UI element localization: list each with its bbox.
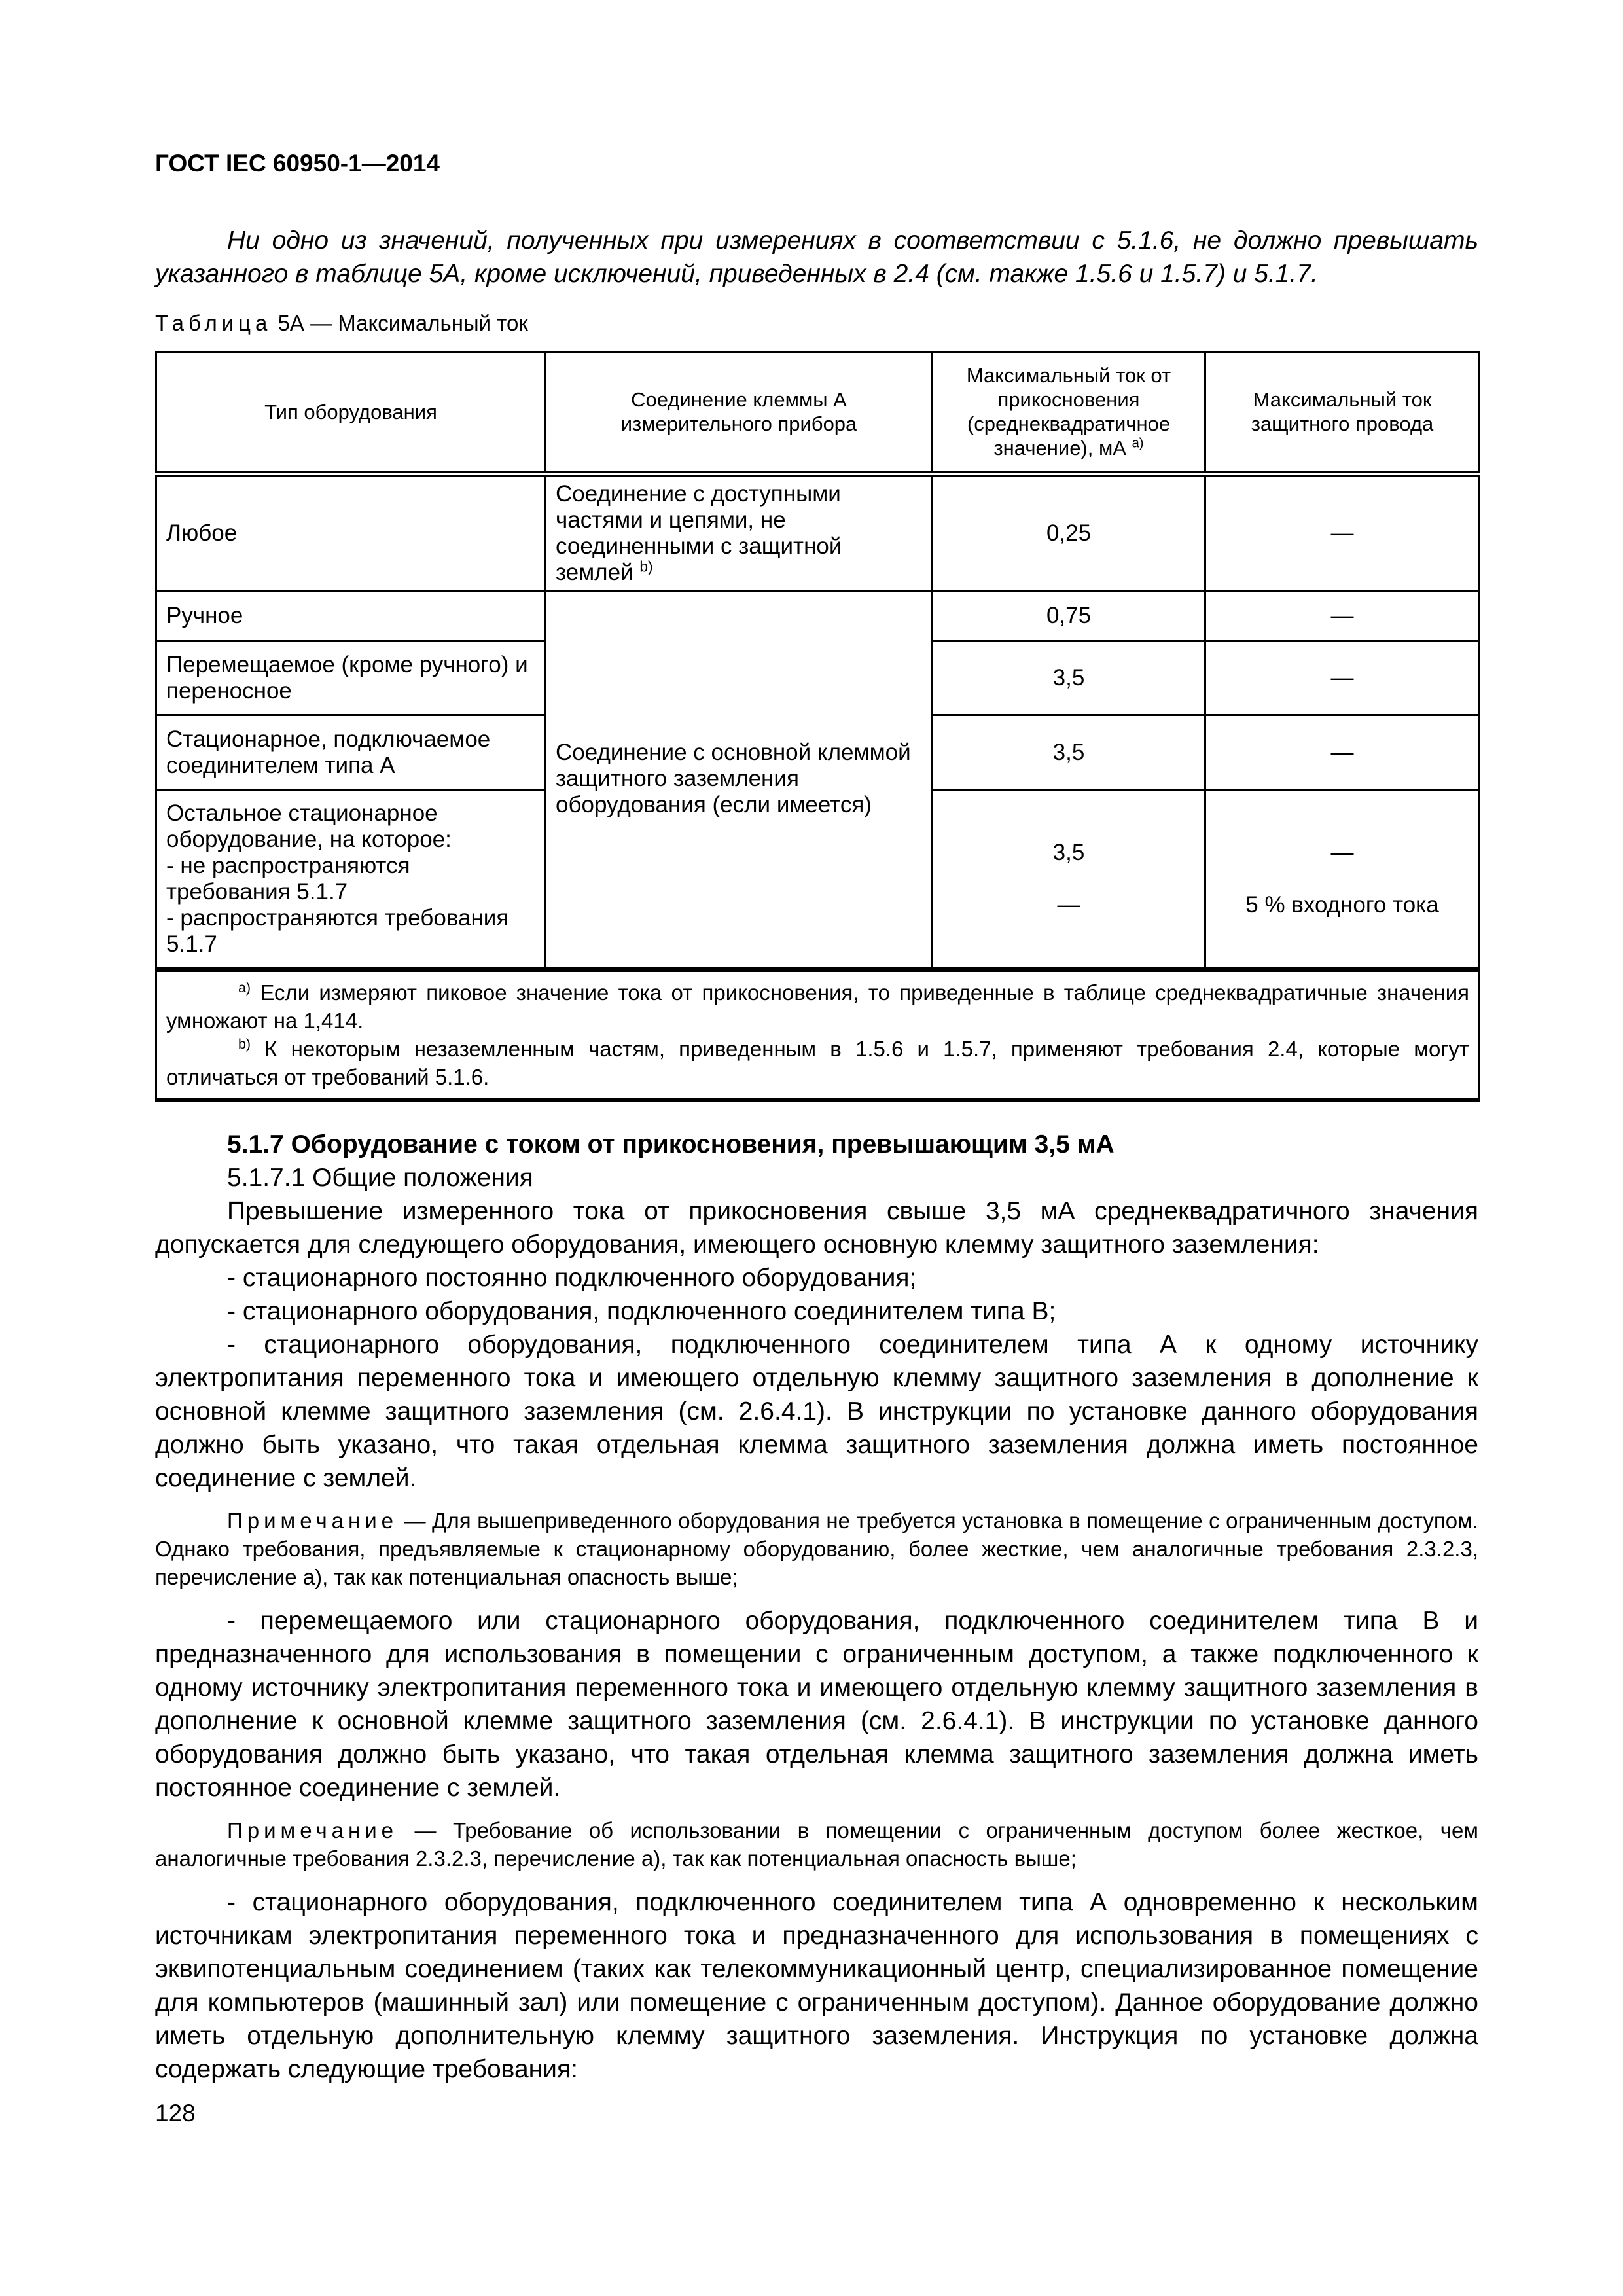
caption-label: Таблица: [155, 311, 272, 335]
cell-touch: 0,75: [933, 591, 1205, 641]
intro-paragraph: Ни одно из значений, полученных при измерениях в соответствии с 5.1.6, не должно превышать указанного в таблице 5А, кроме исключений, приведенных в 2.4 (см. также 1.5.6 и 1.5.7) и 5.1.7.: [155, 226, 1478, 288]
cell-touch: 0,25: [933, 474, 1205, 591]
table-header-row: [156, 352, 1480, 475]
page-number: 128: [155, 2099, 196, 2126]
footnote-ref: b): [639, 558, 653, 575]
document-header: ГОСТ IEC 60950-1—2014: [155, 150, 440, 177]
note-text: — Для вышеприведенного оборудования не требуется установка в помещение с ограниченным доступом. Однако требования, предъявляемые к стационарному оборудованию, более жесткие, чем аналогичные требования 2.3.2.3, перечисление а), так как потенциальная опасность выше;: [155, 1508, 1478, 1589]
cell-type-sub2: - распространяются требования 5.1.7: [166, 905, 509, 957]
cell-type: Перемещаемое (кроме ручного) и переносное: [156, 641, 546, 715]
footnote-mark: a): [238, 979, 251, 996]
col-header-connection: Соединение клеммы А измерительного прибора: [546, 352, 933, 475]
note-label: Примечание: [227, 1508, 399, 1533]
cell-shared-connection: Соединение с основной клеммой защитного заземления оборудования (если имеется): [546, 591, 933, 969]
list-item: - перемещаемого или стационарного оборудования, подключенного соединителем типа В и предназначенного для использования в помещении с ограниченным доступом, а также подключенного к одному источнику электропитания переменного тока и имеющего отдельную клемму защитного заземления в дополнение к основной клемме защитного заземления (см. 2.6.4.1). В инструкции по установке данного оборудования должно быть указано, что такая отдельная клемма защитного заземления должна иметь постоянное соединение с землей.: [155, 1606, 1478, 1802]
list-item: - стационарного оборудования, подключенного соединителем типа А к одному источнику электропитания переменного тока и имеющего отдельную клемму защитного заземления в дополнение к основной клемме защитного заземления (см. 2.6.4.1). В инструкции по установке данного оборудования должно быть указано, что такая отдельная клемма защитного заземления должна иметь постоянное соединение с землей.: [155, 1330, 1478, 1492]
max-current-table: [155, 351, 1480, 1102]
col-header-type: Тип оборудования: [156, 352, 546, 475]
list-item: - стационарного оборудования, подключенного соединителем типа В;: [227, 1297, 1056, 1325]
cell-protective: —: [1205, 715, 1480, 791]
note: [155, 1816, 1478, 1873]
cell-connection: [546, 474, 933, 591]
table-row: [156, 474, 1480, 591]
list-item: - стационарного оборудования, подключенного соединителем типа А одновременно к нескольким источникам электропитания переменного тока и предназначенного для использования в помещениях с эквипотенциальным соединением (таких как телекоммуникационный центр, специализированное помещение для компьютеров (машинный зал) или помещение с ограниченным доступом). Данное оборудование должно иметь отдельную дополнительную клемму защитного заземления. Инструкция по установке должна содержать следующие требования:: [155, 1888, 1478, 2083]
caption-text: 5А — Максимальный ток: [277, 311, 528, 335]
cell-touch-1: 3,5: [1052, 839, 1085, 865]
cell-protective-2: 5 % входного тока: [1245, 891, 1439, 918]
footnote-text: К некоторым незаземленным частям, приведенным в 1.5.6 и 1.5.7, применяют требования 2.4, которые могут отличаться от требований 5.1.6.: [166, 1036, 1469, 1089]
note-text: — Требование об использовании в помещении с ограниченным доступом более жесткое, чем аналогичные требования 2.3.2.3, перечисление а), так как потенциальная опасность выше;: [155, 1818, 1478, 1871]
col-header-touch-current: [933, 352, 1205, 475]
cell-touch: 3,5: [933, 641, 1205, 715]
section-5-1-7: [155, 1128, 1478, 2086]
footnote-ref: a): [1132, 436, 1144, 451]
cell-protective: —: [1205, 474, 1480, 591]
note: [155, 1507, 1478, 1591]
paragraph: Превышение измеренного тока от прикосновения свыше 3,5 мА среднеквадратичного значения допускается для следующего оборудования, имеющего основную клемму защитного заземления:: [155, 1196, 1478, 1259]
col-header-protective-current: Максимальный ток защитного провода: [1205, 352, 1480, 475]
footnote-a: [166, 978, 1469, 1035]
footnotes-cell: [156, 969, 1480, 1100]
footnote-b: [166, 1035, 1469, 1091]
table-row: [156, 591, 1480, 641]
cell-protective: —: [1205, 591, 1480, 641]
cell-type: [156, 791, 546, 969]
list-item: - стационарного постоянно подключенного оборудования;: [227, 1263, 917, 1292]
cell-type-text: Остальное стационарное оборудование, на которое:: [166, 800, 452, 852]
footnote-mark: b): [238, 1035, 251, 1052]
cell-touch: 3,5: [933, 715, 1205, 791]
cell-connection-text: Соединение с доступными частями и цепями, не соединенными с защитной землей: [556, 481, 842, 585]
cell-touch-2: —: [1057, 891, 1080, 918]
col-header-touch-current-text: Максимальный ток от прикосновения (среднеквадратичное значение), мА: [966, 364, 1171, 459]
cell-type: Стационарное, подключаемое соединителем типа А: [156, 715, 546, 791]
cell-type: Ручное: [156, 591, 546, 641]
cell-type: Любое: [156, 474, 546, 591]
table-caption: [155, 310, 1478, 336]
cell-touch: [933, 791, 1205, 969]
table-footnotes: [156, 969, 1480, 1100]
cell-protective: —: [1205, 641, 1480, 715]
cell-protective: [1205, 791, 1480, 969]
section-heading: 5.1.7 Оборудование с током от прикосновения, превышающим 3,5 мА: [227, 1130, 1115, 1158]
cell-protective-1: —: [1330, 839, 1354, 865]
footnote-text: Если измеряют пиковое значение тока от прикосновения, то приведенные в таблице среднеквадратичные значения умножают на 1,414.: [166, 980, 1469, 1033]
cell-type-sub1: - не распространяются требования 5.1.7: [166, 852, 410, 905]
note-label: Примечание: [227, 1818, 399, 1842]
subsection-heading: 5.1.7.1 Общие положения: [227, 1163, 533, 1192]
